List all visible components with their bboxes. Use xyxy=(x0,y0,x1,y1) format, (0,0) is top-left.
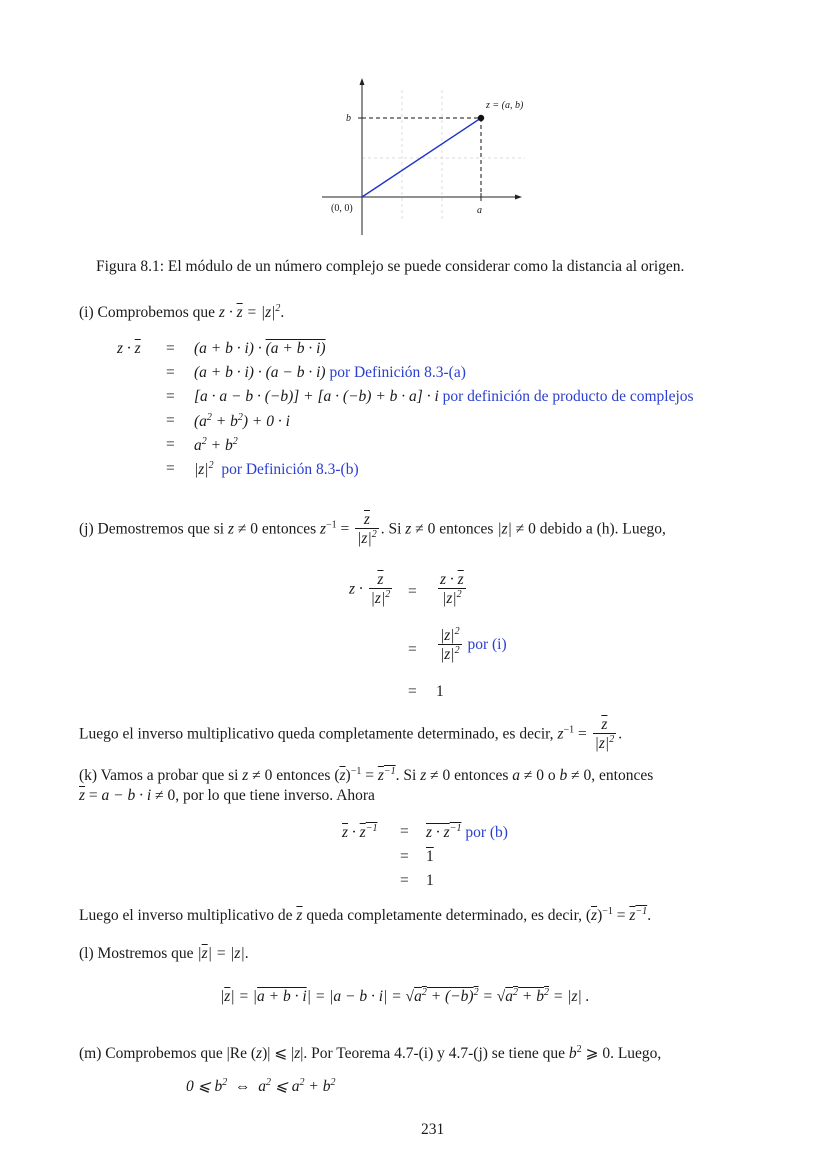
item-k-row1: $z \cdot z^{-1}$ por (b) xyxy=(426,823,508,842)
item-k-lhs: $\overline{z} \cdot z^{-1}$ xyxy=(342,823,378,842)
item-j-conclusion: Luego el inverso multiplicativo queda completamente determinado, es decir, $z^{-1}$ = $\frac{\overline{z}}{|z|^2}$ . xyxy=(79,716,623,753)
item-l-intro: (l) Mostremos que $|\overline{z}| = |z|$. xyxy=(79,945,249,962)
item-j-lhs: z · $\frac{\overline{z}}{|z|^2}$ xyxy=(349,571,391,608)
x-label: a xyxy=(477,205,482,216)
eq-sign: = xyxy=(400,848,409,865)
y-label: b xyxy=(346,113,351,124)
item-k-row3: 1 xyxy=(426,872,434,889)
figure-caption: Figura 8.1: El módulo de un número complejo se puede considerar como la distancia al origen. xyxy=(96,258,685,275)
item-i-row2-note: por Definición 8.3-(a) xyxy=(329,364,466,381)
item-i-row3: [a · a − b · (−b)] + [a · (−b) + b · a] · i por definición de producto de complejos xyxy=(194,388,694,405)
item-m-equation: 0 ⩽ $b^2$ ⇔ $a^2$ ⩽ $a^2 + b^2$ xyxy=(186,1077,336,1096)
y-axis-arrow xyxy=(360,78,365,85)
item-i-row2: (a + b · i) · (a − b · i) por Definición 8.3-(a) xyxy=(194,364,466,381)
item-i-row6: $|z|^2$ por Definición 8.3-(b) xyxy=(194,460,359,479)
item-l-equation: $|\overline{z}| = |a + b \cdot i| = |a - b \cdot i| = √a^2 + (-b)^2 = √a^2 + b^2 = |z|$ . xyxy=(220,987,590,1006)
complex-modulus-figure xyxy=(310,70,540,245)
item-i-intro-math: $z \cdot \overline{z} = |z|^2$ xyxy=(218,303,281,322)
item-i-intro: (i) Comprobemos que $z \cdot \overline{z} = |z|^2$. xyxy=(79,303,285,322)
item-k-row2: 1 xyxy=(426,848,434,865)
point-z xyxy=(478,115,484,121)
item-j-row2-note: por (i) xyxy=(467,635,507,653)
eq-sign: = xyxy=(400,872,409,889)
origin-label: (0, 0) xyxy=(331,203,353,214)
eq-sign: = xyxy=(400,823,409,840)
eq-sign: = xyxy=(166,460,175,477)
fraction: $\frac{\overline{z}}{|z|^2}$ xyxy=(357,511,377,548)
eq-sign: = xyxy=(166,340,175,357)
eq-sign: = xyxy=(166,364,175,381)
item-m-intro: (m) Comprobemos que |Re (z)| ⩽ |z|. Por Teorema 4.7-(i) y 4.7-(j) se tiene que $b^2$ ⩾ 0. Luego, xyxy=(79,1044,662,1063)
eq-sign: = xyxy=(408,683,417,700)
item-i-row5: $a^2 + b^2$ xyxy=(194,436,238,455)
eq-sign: = xyxy=(166,436,175,453)
item-j-row3: 1 xyxy=(436,683,444,700)
item-j-row1: $\frac{z \cdot \overline{z}}{|z|^2}$ xyxy=(440,571,464,608)
point-label: z = (a, b) xyxy=(486,100,524,111)
item-k-conclusion: Luego el inverso multiplicativo de $\overline{z}$ queda completamente determinado, es decir, $(\overline{z})^{-1} = z^{-1}$. xyxy=(79,906,652,925)
x-axis-arrow xyxy=(515,195,522,200)
item-i-row6-note: por Definición 8.3-(b) xyxy=(221,461,359,479)
item-i-row1: (a + b · i) · (a + b · i) xyxy=(194,340,326,357)
eq-sign: = xyxy=(166,412,175,429)
page-number: 231 xyxy=(421,1121,445,1138)
item-i-row4: $(a^2 + b^2) + 0 \cdot i$ xyxy=(194,412,290,431)
item-k-line2: $\overline{z} = a - b \cdot i \ne 0$, por lo que tiene inverso. Ahora xyxy=(79,787,375,804)
item-i-row3-note: por definición de producto de complejos xyxy=(442,388,694,405)
eq-sign: = xyxy=(408,641,417,658)
item-i-intro-text: (i) Comprobemos que xyxy=(79,304,219,322)
eq-sign: = xyxy=(408,583,417,600)
item-k-line1: (k) Vamos a probar que si z ≠ 0 entonces $(\overline{z})^{-1} = z^{-1}$. Si z ≠ 0 entonces a ≠ 0 o b ≠ 0, entonces xyxy=(79,766,654,785)
item-j-intro: (j) Demostremos que si z ≠ 0 entonces $z^{-1}$ = $\frac{\overline{z}}{|z|^2}$ . Si z ≠ 0 entonces |z| ≠ 0 debido a (h). Luego, xyxy=(79,511,666,548)
item-i-lhs: $z \cdot \overline{z}$ xyxy=(117,340,141,357)
item-k-row1-note: por (b) xyxy=(465,824,508,842)
item-j-row2: $\frac{|z|^2}{|z|^2}$ por (i) xyxy=(440,626,507,664)
eq-sign: = xyxy=(166,388,175,405)
modulus-segment xyxy=(362,118,481,197)
